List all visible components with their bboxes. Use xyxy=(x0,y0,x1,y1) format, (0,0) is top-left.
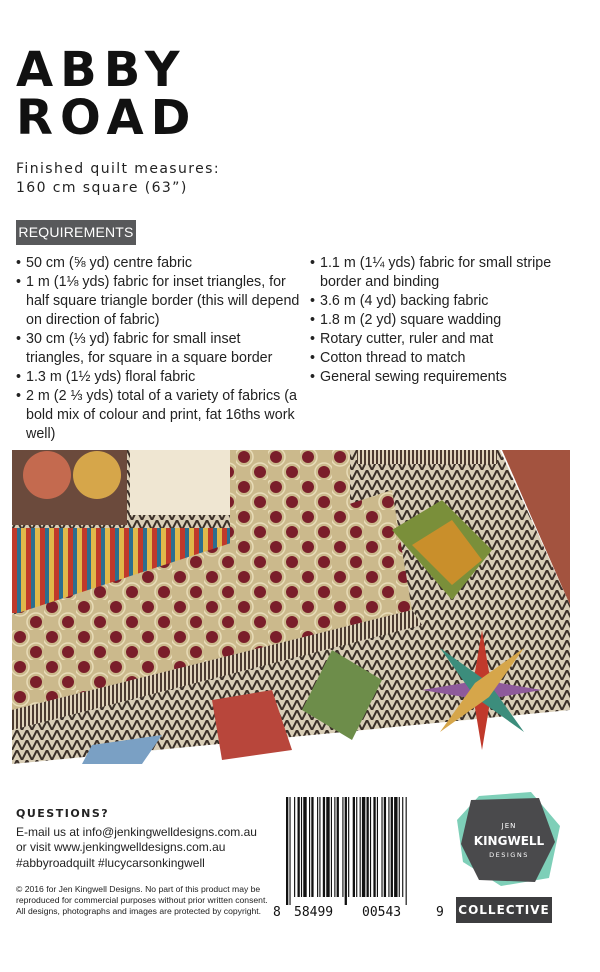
barcode-bar xyxy=(367,797,369,897)
questions-section xyxy=(16,806,266,871)
requirement-item: • 50 cm (⅝ yd) centre fabric xyxy=(16,254,300,273)
barcode-bar xyxy=(286,797,288,905)
logo-text-kingwell: KINGWELL xyxy=(473,834,545,848)
finished-size-value: 160 cm square (63”) xyxy=(16,180,188,196)
barcode-bar xyxy=(348,797,349,897)
barcode-bar xyxy=(294,797,295,897)
requirements-list-left xyxy=(16,254,300,444)
requirements-heading: REQUIREMENTS xyxy=(16,220,136,245)
barcode-bar xyxy=(319,797,320,897)
requirement-item: • 1.8 m (2 yd) square wadding xyxy=(310,311,595,330)
title-line-1: ABBY xyxy=(16,42,187,98)
barcode-bar xyxy=(388,797,389,897)
copyright-notice xyxy=(16,884,278,917)
barcode-bar xyxy=(353,797,355,897)
requirement-item: • 1 m (1⅛ yds) fabric for inset triangles, for half square triangle border (this will depend on direction of fabric) xyxy=(16,273,300,330)
jen-kingwell-logo xyxy=(457,792,562,886)
contact-email[interactable]: E-mail us at info@jenkingwelldesigns.com.au xyxy=(16,824,257,839)
barcode-bar xyxy=(342,797,343,897)
requirement-item: • 30 cm (⅓ yd) fabric for small inset triangles, for square in a square border xyxy=(16,330,300,368)
requirement-item: • General sewing requirements xyxy=(310,368,595,387)
logo-text-designs: DESIGNS xyxy=(489,851,529,859)
barcode-bar xyxy=(391,797,393,897)
copyright-line-1: © 2016 for Jen Kingwell Designs. No part of this product may be xyxy=(16,884,261,894)
contact-website[interactable]: or visit www.jenkingwelldesigns.com.au xyxy=(16,840,226,854)
barcode xyxy=(270,793,448,905)
barcode-digit-prefix: 8 xyxy=(273,905,281,920)
copyright-line-2: reproduced for commercial purposes without prior written consent. xyxy=(16,895,268,905)
barcode-bar xyxy=(394,797,397,897)
copyright-line-3: All designs, photographs and images are protected by copyright. xyxy=(16,906,262,916)
barcode-bar xyxy=(317,797,318,897)
barcode-bar xyxy=(356,797,357,897)
finished-size-label: Finished quilt measures: xyxy=(16,161,220,177)
logo-text-jen: JEN xyxy=(501,822,517,830)
barcode-bar xyxy=(406,797,407,905)
barcode-bar xyxy=(323,797,325,897)
barcode-bar xyxy=(399,797,400,897)
requirement-item: • 3.6 m (4 yd) backing fabric xyxy=(310,292,595,311)
barcode-bar xyxy=(402,797,403,897)
requirement-item: • Rotary cutter, ruler and mat xyxy=(310,330,595,349)
requirement-item: • 1.1 m (1¼ yds) fabric for small stripe border and binding xyxy=(310,254,595,292)
barcode-bar xyxy=(303,797,306,897)
barcode-bar xyxy=(384,797,386,897)
barcode-bar xyxy=(377,797,378,897)
barcode-bar xyxy=(289,797,290,905)
quilt-photo xyxy=(12,450,570,764)
title-line-2: ROAD xyxy=(16,90,198,146)
barcode-digits-left: 58499 xyxy=(294,905,334,920)
barcode-bar xyxy=(309,797,310,897)
barcode-bar xyxy=(370,797,371,897)
barcode-bar xyxy=(360,797,361,897)
collective-badge: COLLECTIVE xyxy=(456,897,552,923)
barcode-digits-right: 00543 xyxy=(362,905,402,920)
barcode-bar xyxy=(326,797,329,897)
barcode-digit-check: 9 xyxy=(436,905,444,920)
barcode-bar xyxy=(373,797,375,897)
barcode-bar xyxy=(381,797,382,897)
finished-size xyxy=(16,160,220,198)
barcode-bar xyxy=(345,797,347,905)
requirements-list-right xyxy=(310,254,595,387)
barcode-bar xyxy=(334,797,335,897)
barcode-bar xyxy=(298,797,300,897)
hashtags: #abbyroadquilt #lucycarsonkingwell xyxy=(16,855,205,870)
barcode-bar xyxy=(337,797,339,897)
requirement-item: • 2 m (2 ⅓ yds) total of a variety of fabrics (a bold mix of colour and print, fat 16ths work well) xyxy=(16,387,300,444)
requirement-item: • 1.3 m (1½ yds) floral fabric xyxy=(16,368,300,387)
barcode-bar xyxy=(311,797,313,897)
requirement-item: • Cotton thread to match xyxy=(310,349,595,368)
questions-heading: QUESTIONS? xyxy=(16,807,110,820)
barcode-bar xyxy=(331,797,332,897)
barcode-bar xyxy=(301,797,302,897)
barcode-bar xyxy=(362,797,365,897)
pattern-title xyxy=(16,42,198,146)
